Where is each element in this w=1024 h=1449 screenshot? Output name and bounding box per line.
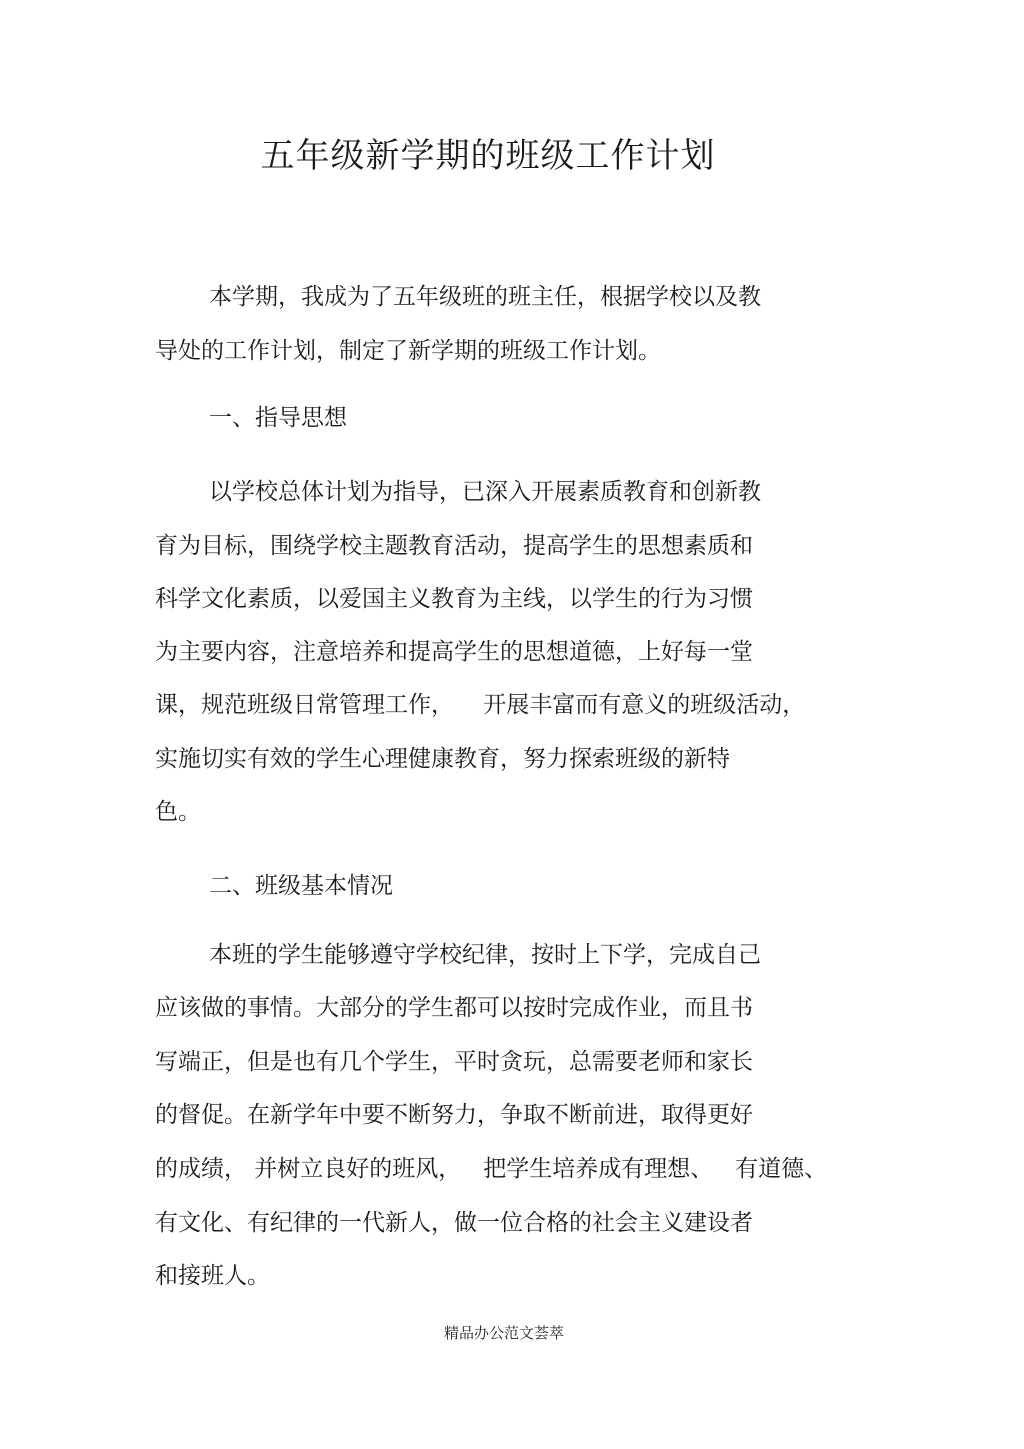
section-heading-class-situation: 二、班级基本情况 xyxy=(209,873,393,899)
intro-line: 本学期，我成为了五年级班的班主任，根据学校以及教 xyxy=(209,284,761,310)
document-title: 五年级新学期的班级工作计划 xyxy=(260,136,716,176)
section1-line: 课，规范班级日常管理工作， 开展丰富而有意义的班级活动， xyxy=(155,692,806,718)
section2-line: 写端正，但是也有几个学生，平时贪玩，总需要老师和家长 xyxy=(155,1049,753,1075)
section1-line: 科学文化素质，以爱国主义教育为主线，以学生的行为习惯 xyxy=(155,586,753,612)
section2-line: 本班的学生能够遵守学校纪律，按时上下学，完成自己 xyxy=(209,942,761,968)
section1-line: 为主要内容，注意培养和提高学生的思想道德，上好每一堂 xyxy=(155,639,753,665)
section2-line: 和接班人。 xyxy=(155,1263,270,1289)
section1-line: 实施切实有效的学生心理健康教育，努力探索班级的新特 xyxy=(155,746,730,772)
intro-line: 导处的工作计划，制定了新学期的班级工作计划。 xyxy=(155,338,661,364)
section2-line: 有文化、有纪律的一代新人，做一位合格的社会主义建设者 xyxy=(155,1210,753,1236)
page-footer: 精品办公范文荟萃 xyxy=(443,1324,564,1342)
section2-line: 的督促。在新学年中要不断努力，争取不断前进，取得更好 xyxy=(155,1102,753,1128)
section2-line: 的成绩， 并树立良好的班风， 把学生培养成有理想、 有道德、 xyxy=(155,1156,828,1182)
section-heading-guiding-thought: 一、指导思想 xyxy=(209,405,347,431)
section2-line: 应该做的事情。大部分的学生都可以按时完成作业，而且书 xyxy=(155,995,753,1021)
section1-line: 育为目标，围绕学校主题教育活动，提高学生的思想素质和 xyxy=(155,533,753,559)
section1-line: 以学校总体计划为指导，已深入开展素质教育和创新教 xyxy=(209,479,761,505)
section1-line: 色。 xyxy=(155,799,201,825)
